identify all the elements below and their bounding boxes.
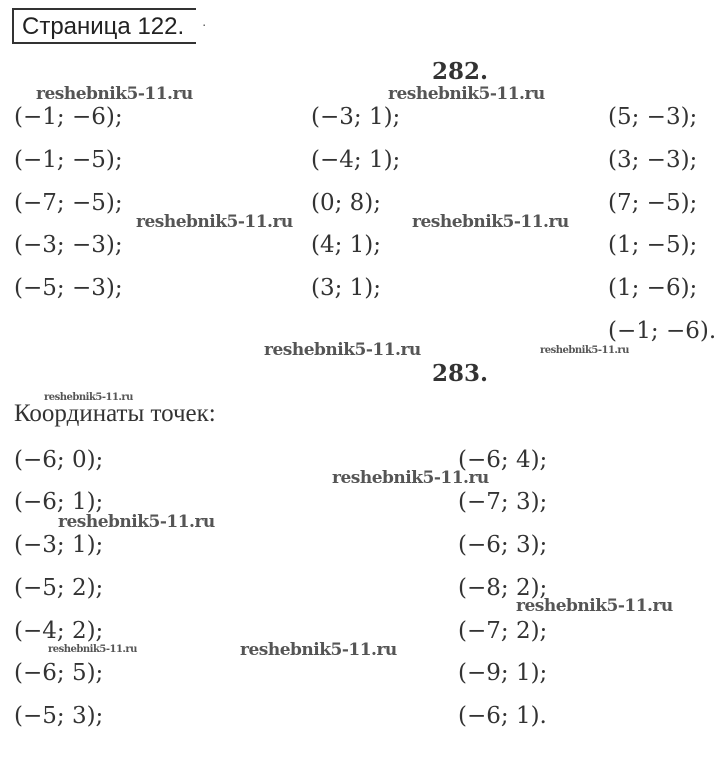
task-282-col1-item: (−3; −3); <box>14 232 123 258</box>
task-283-col1-item: (−5; 3); <box>14 703 104 729</box>
watermark: reshebnik5-11.ru <box>36 84 193 104</box>
task-282-col3-item: (5; −3); <box>608 104 698 130</box>
watermark: reshebnik5-11.ru <box>58 512 215 532</box>
task-283-label: Координаты точек: <box>14 400 216 427</box>
task-282-col3-item: (1; −5); <box>608 232 698 258</box>
page-label-mark: . <box>202 13 207 29</box>
task-283-col2-item: (−9; 1); <box>458 660 548 686</box>
task-282-col2-item: (−3; 1); <box>311 104 401 130</box>
task-282-col3-item: (3; −3); <box>608 147 698 173</box>
watermark: reshebnik5-11.ru <box>388 84 545 104</box>
task-282-col2-item: (−4; 1); <box>311 147 401 173</box>
task-283-col2-item: (−6; 4); <box>458 447 548 473</box>
watermark: reshebnik5-11.ru <box>136 212 293 232</box>
page-label-text: Страница 122. <box>22 13 185 40</box>
task-283-col1-item: (−5; 2); <box>14 575 104 601</box>
task-283-col1-item: (−6; 1); <box>14 489 104 515</box>
task-282-number: 282. <box>432 58 489 85</box>
task-283-col1-item: (−6; 5); <box>14 660 104 686</box>
task-283-col2-item: (−6; 3); <box>458 532 548 558</box>
task-283-number: 283. <box>432 360 489 387</box>
watermark: reshebnik5-11.ru <box>412 212 569 232</box>
watermark: reshebnik5-11.ru <box>264 340 421 360</box>
task-283-col2-item: (−7; 2); <box>458 618 548 644</box>
task-283-col1-item: (−3; 1); <box>14 532 104 558</box>
task-283-col1-item: (−6; 0); <box>14 447 104 473</box>
page-label <box>12 8 207 44</box>
task-282-col3-item: (7; −5); <box>608 190 698 216</box>
task-283-col2-item: (−8; 2); <box>458 575 548 601</box>
task-282-col1-item: (−7; −5); <box>14 190 123 216</box>
task-282-col3-item: (−1; −6). <box>608 318 717 344</box>
task-282-col1-item: (−1; −5); <box>14 147 123 173</box>
task-283-col1-item: (−4; 2); <box>14 618 104 644</box>
task-282-col2-item: (3; 1); <box>311 275 382 301</box>
task-283-col2-item: (−6; 1). <box>458 703 547 729</box>
watermark: reshebnik5-11.ru <box>516 596 673 616</box>
task-282-col3-item: (1; −6); <box>608 275 698 301</box>
task-282-col2-item: (4; 1); <box>311 232 382 258</box>
task-283-col2-item: (−7; 3); <box>458 489 548 515</box>
task-282-col2-item: (0; 8); <box>311 190 382 216</box>
task-282-col1-item: (−5; −3); <box>14 275 123 301</box>
watermark: reshebnik5-11.ru <box>540 345 629 356</box>
watermark: reshebnik5-11.ru <box>48 644 137 655</box>
task-282-col1-item: (−1; −6); <box>14 104 123 130</box>
watermark: reshebnik5-11.ru <box>240 640 397 660</box>
watermark: reshebnik5-11.ru <box>332 468 489 488</box>
watermark: reshebnik5-11.ru <box>44 392 133 403</box>
